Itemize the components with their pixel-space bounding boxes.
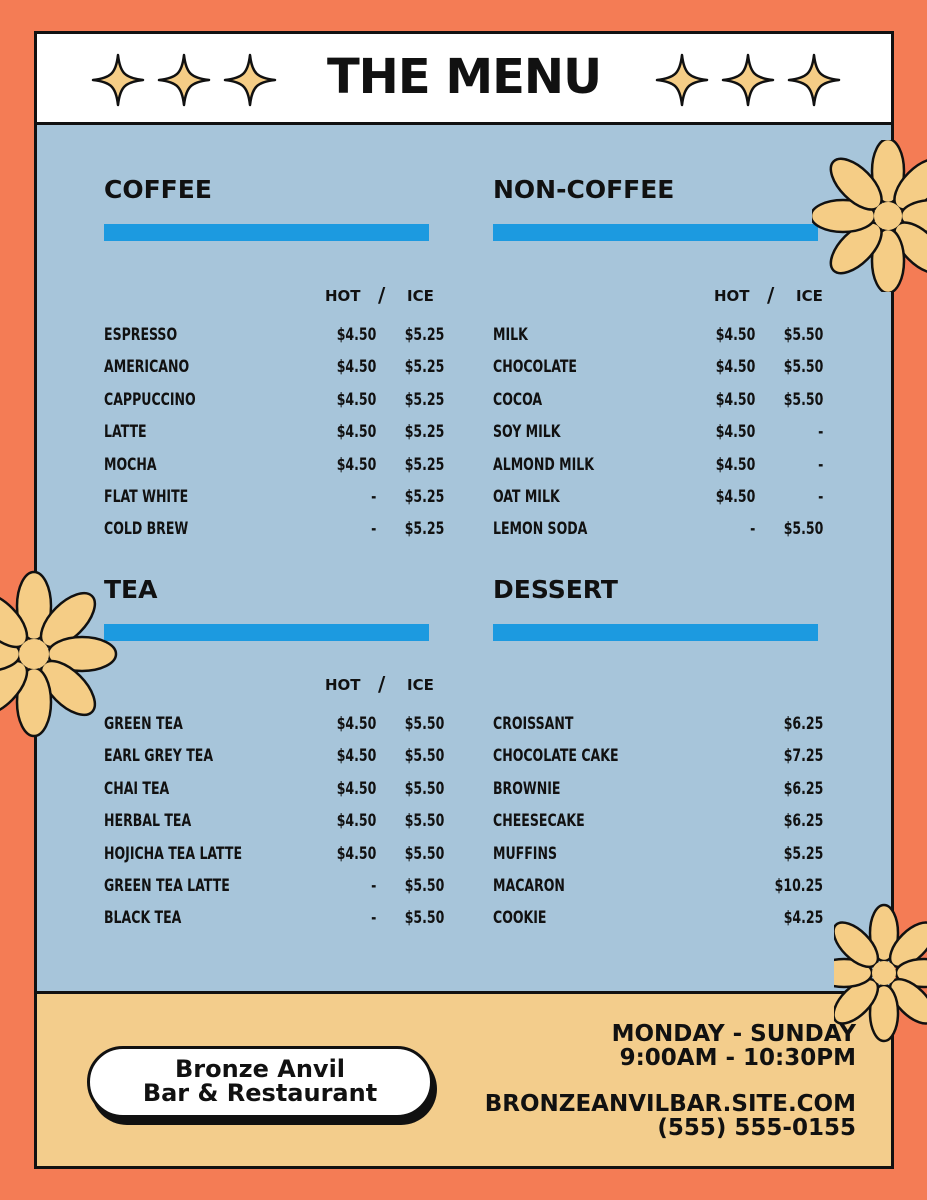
menu-item <box>104 746 444 778</box>
item-name: BLACK TEA <box>104 908 182 929</box>
section-divider <box>104 624 429 641</box>
item-price: $10.25 <box>774 875 823 896</box>
menu-item <box>104 779 444 811</box>
menu-item <box>104 455 444 487</box>
menu-list <box>493 325 823 552</box>
hot-price: $4.50 <box>715 486 755 507</box>
opening-hours: 9:00AM - 10:30PM <box>619 1045 856 1071</box>
item-price: $6.25 <box>783 811 823 832</box>
item-price: $5.25 <box>783 843 823 864</box>
hot-price: $4.50 <box>336 454 376 475</box>
restaurant-subtitle: Bar & Restaurant <box>142 1079 378 1107</box>
hot-column-header: HOT <box>325 676 361 694</box>
item-name: CAPPUCCINO <box>104 389 196 410</box>
item-name: MACARON <box>493 875 565 896</box>
non-coffee-section <box>493 175 833 555</box>
item-name: AMERICANO <box>104 357 190 378</box>
menu-item <box>104 876 444 908</box>
section-title: TEA <box>104 575 158 604</box>
menu-item <box>493 390 823 422</box>
item-name: COOKIE <box>493 908 547 929</box>
dessert-section <box>493 575 833 955</box>
menu-item <box>493 876 823 908</box>
ice-price: $5.50 <box>404 811 444 832</box>
ice-column-header: ICE <box>796 287 823 305</box>
menu-card <box>34 31 894 1169</box>
menu-item <box>493 844 823 876</box>
menu-item <box>493 422 823 454</box>
ice-price: - <box>817 486 823 507</box>
item-name: CROISSANT <box>493 714 574 734</box>
section-title: COFFEE <box>104 175 212 204</box>
item-price: $7.25 <box>783 746 823 767</box>
item-name: CHOCOLATE <box>493 357 577 378</box>
restaurant-name-badge <box>87 1046 433 1118</box>
column-separator: / <box>378 672 386 696</box>
menu-item <box>493 908 823 940</box>
ice-price: $5.50 <box>404 714 444 734</box>
star-icon <box>655 53 709 107</box>
star-icon <box>787 53 841 107</box>
item-name: ALMOND MILK <box>493 454 594 475</box>
item-name: LATTE <box>104 422 147 443</box>
restaurant-name: Bronze Anvil <box>174 1055 346 1083</box>
ice-price: $5.50 <box>783 325 823 345</box>
hot-price: $4.50 <box>715 389 755 410</box>
item-name: CHEESECAKE <box>493 811 585 832</box>
ice-price: $5.50 <box>404 843 444 864</box>
menu-header <box>37 34 891 125</box>
ice-price: $5.25 <box>404 357 444 378</box>
ice-price: $5.50 <box>783 357 823 378</box>
hot-price: - <box>370 519 376 540</box>
item-name: MUFFINS <box>493 843 557 864</box>
hot-price: $4.50 <box>336 714 376 734</box>
ice-price: $5.25 <box>404 389 444 410</box>
menu-item <box>493 811 823 843</box>
hot-price: - <box>370 908 376 929</box>
ice-price: $5.50 <box>404 908 444 929</box>
ice-price: $5.50 <box>783 519 823 540</box>
ice-price: $5.50 <box>404 875 444 896</box>
item-price: $6.25 <box>783 778 823 799</box>
hot-price: $4.50 <box>336 357 376 378</box>
ice-price: $5.50 <box>404 778 444 799</box>
menu-list <box>104 325 444 552</box>
hot-price: $4.50 <box>715 422 755 443</box>
ice-price: $5.50 <box>404 746 444 767</box>
hot-price: $4.50 <box>336 778 376 799</box>
opening-days: MONDAY - SUNDAY <box>611 1021 856 1047</box>
item-name: MILK <box>493 325 528 345</box>
item-name: HOJICHA TEA LATTE <box>104 843 243 864</box>
item-name: HERBAL TEA <box>104 811 192 832</box>
item-price: $4.25 <box>783 908 823 929</box>
ice-price: $5.25 <box>404 325 444 345</box>
item-name: FLAT WHITE <box>104 486 189 507</box>
hot-price: - <box>370 875 376 896</box>
section-divider <box>104 224 429 241</box>
ice-price: $5.50 <box>783 389 823 410</box>
item-name: EARL GREY TEA <box>104 746 214 767</box>
item-name: COCOA <box>493 389 543 410</box>
item-name: LEMON SODA <box>493 519 588 540</box>
item-name: CHOCOLATE CAKE <box>493 746 619 767</box>
column-separator: / <box>767 283 775 307</box>
flower-icon <box>812 140 927 292</box>
hot-price: $4.50 <box>715 454 755 475</box>
flower-icon <box>0 568 120 740</box>
menu-list <box>104 714 444 941</box>
ice-price: $5.25 <box>404 454 444 475</box>
hot-price: $4.50 <box>336 811 376 832</box>
item-name: COLD BREW <box>104 519 189 540</box>
section-title: DESSERT <box>493 575 618 604</box>
item-name: BROWNIE <box>493 778 561 799</box>
menu-item <box>104 325 444 357</box>
item-name: GREEN TEA <box>104 714 183 734</box>
ice-column-header: ICE <box>407 287 434 305</box>
hot-column-header: HOT <box>714 287 750 305</box>
phone-number[interactable]: (555) 555-0155 <box>657 1115 856 1141</box>
star-icon <box>721 53 775 107</box>
menu-item <box>104 844 444 876</box>
section-divider <box>493 224 818 241</box>
ice-price: - <box>817 422 823 443</box>
hot-price: $4.50 <box>336 843 376 864</box>
ice-price: $5.25 <box>404 486 444 507</box>
item-name: OAT MILK <box>493 486 560 507</box>
item-name: ESPRESSO <box>104 325 178 345</box>
hot-price: $4.50 <box>715 325 755 345</box>
menu-item <box>104 390 444 422</box>
menu-list <box>493 714 823 941</box>
ice-column-header: ICE <box>407 676 434 694</box>
menu-item <box>493 455 823 487</box>
coffee-section <box>104 175 444 555</box>
menu-item <box>493 779 823 811</box>
hot-price: $4.50 <box>336 325 376 345</box>
page-title: THE MENU <box>326 49 602 105</box>
menu-item <box>104 357 444 389</box>
section-divider <box>493 624 818 641</box>
item-price: $6.25 <box>783 714 823 734</box>
hot-column-header: HOT <box>325 287 361 305</box>
menu-item <box>104 487 444 519</box>
menu-item <box>104 422 444 454</box>
hot-price: $4.50 <box>715 357 755 378</box>
tea-section <box>104 575 444 955</box>
menu-item <box>493 714 823 746</box>
ice-price: $5.25 <box>404 422 444 443</box>
column-separator: / <box>378 283 386 307</box>
menu-item <box>104 811 444 843</box>
menu-item <box>493 519 823 551</box>
menu-item <box>493 357 823 389</box>
hot-price: $4.50 <box>336 422 376 443</box>
menu-item <box>104 908 444 940</box>
ice-price: $5.25 <box>404 519 444 540</box>
item-name: GREEN TEA LATTE <box>104 875 230 896</box>
item-name: CHAI TEA <box>104 778 170 799</box>
menu-item <box>104 714 444 746</box>
menu-item <box>493 746 823 778</box>
item-name: MOCHA <box>104 454 157 475</box>
ice-price: - <box>817 454 823 475</box>
menu-item <box>493 325 823 357</box>
hot-price: $4.50 <box>336 746 376 767</box>
flower-icon <box>834 902 927 1044</box>
hot-price: - <box>370 486 376 507</box>
hot-price: - <box>749 519 755 540</box>
footer <box>37 991 891 1166</box>
menu-item <box>104 519 444 551</box>
hot-price: $4.50 <box>336 389 376 410</box>
website-link[interactable]: BRONZEANVILBAR.SITE.COM <box>484 1091 856 1117</box>
item-name: SOY MILK <box>493 422 561 443</box>
menu-item <box>493 487 823 519</box>
section-title: NON-COFFEE <box>493 175 675 204</box>
